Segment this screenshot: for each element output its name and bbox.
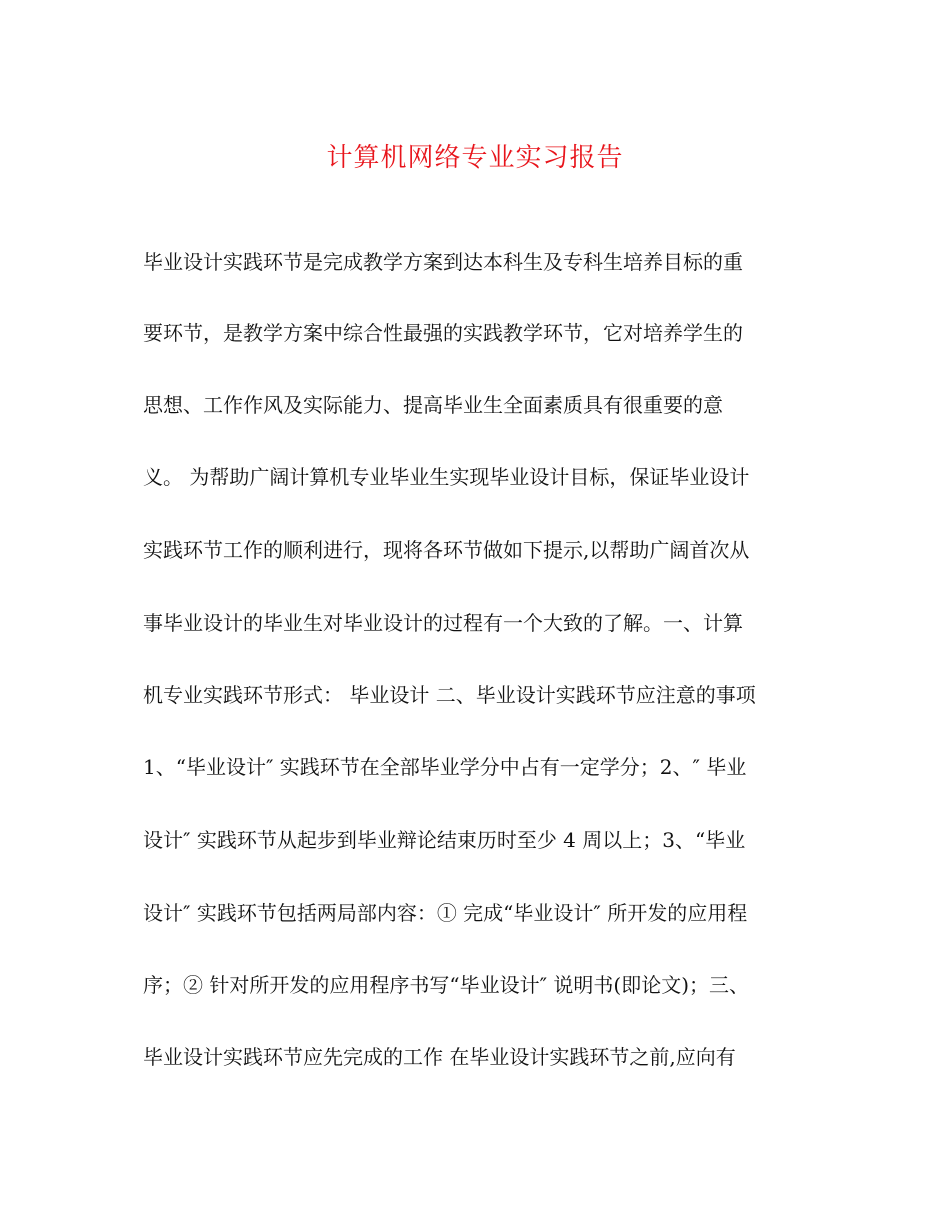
body-line: 义。 为帮助广阔计算机专业毕业生实现毕业设计目标，保证毕业设计 (143, 465, 750, 489)
body-line: 设计″ 实践环节包括两局部内容：① 完成“毕业设计″ 所开发的应用程 (143, 901, 748, 925)
body-line: 事毕业设计的毕业生对毕业设计的过程有一个大致的了解。一、计算 (143, 611, 743, 635)
body-line: 1、“毕业设计″ 实践环节在全部毕业学分中占有一定学分；2、″ 毕业 (143, 755, 747, 779)
document-title: 计算机网络专业实习报告 (326, 143, 624, 173)
body-line: 序；② 针对所开发的应用程序书写“毕业设计″ 说明书(即论文)；三、 (143, 973, 750, 997)
body-line: 思想、工作作风及实际能力、提高毕业生全面素质具有很重要的意 (143, 393, 723, 417)
body-line: 机专业实践环节形式： 毕业设计 二、毕业设计实践环节应注意的事项 (143, 683, 756, 707)
body-line: 实践环节工作的顺利进行，现将各环节做如下提示,以帮助广阔首次从 (143, 538, 750, 562)
body-line: 毕业设计实践环节是完成教学方案到达本科生及专科生培养目标的重 (143, 250, 743, 274)
body-line: 设计″ 实践环节从起步到毕业辩论结束历时至少 4 周以上；3、“毕业 (143, 828, 746, 852)
body-line: 要环节，是教学方案中综合性最强的实践教学环节，它对培养学生的 (143, 321, 743, 345)
body-line: 毕业设计实践环节应先完成的工作 在毕业设计实践环节之前,应向有 (143, 1045, 736, 1069)
